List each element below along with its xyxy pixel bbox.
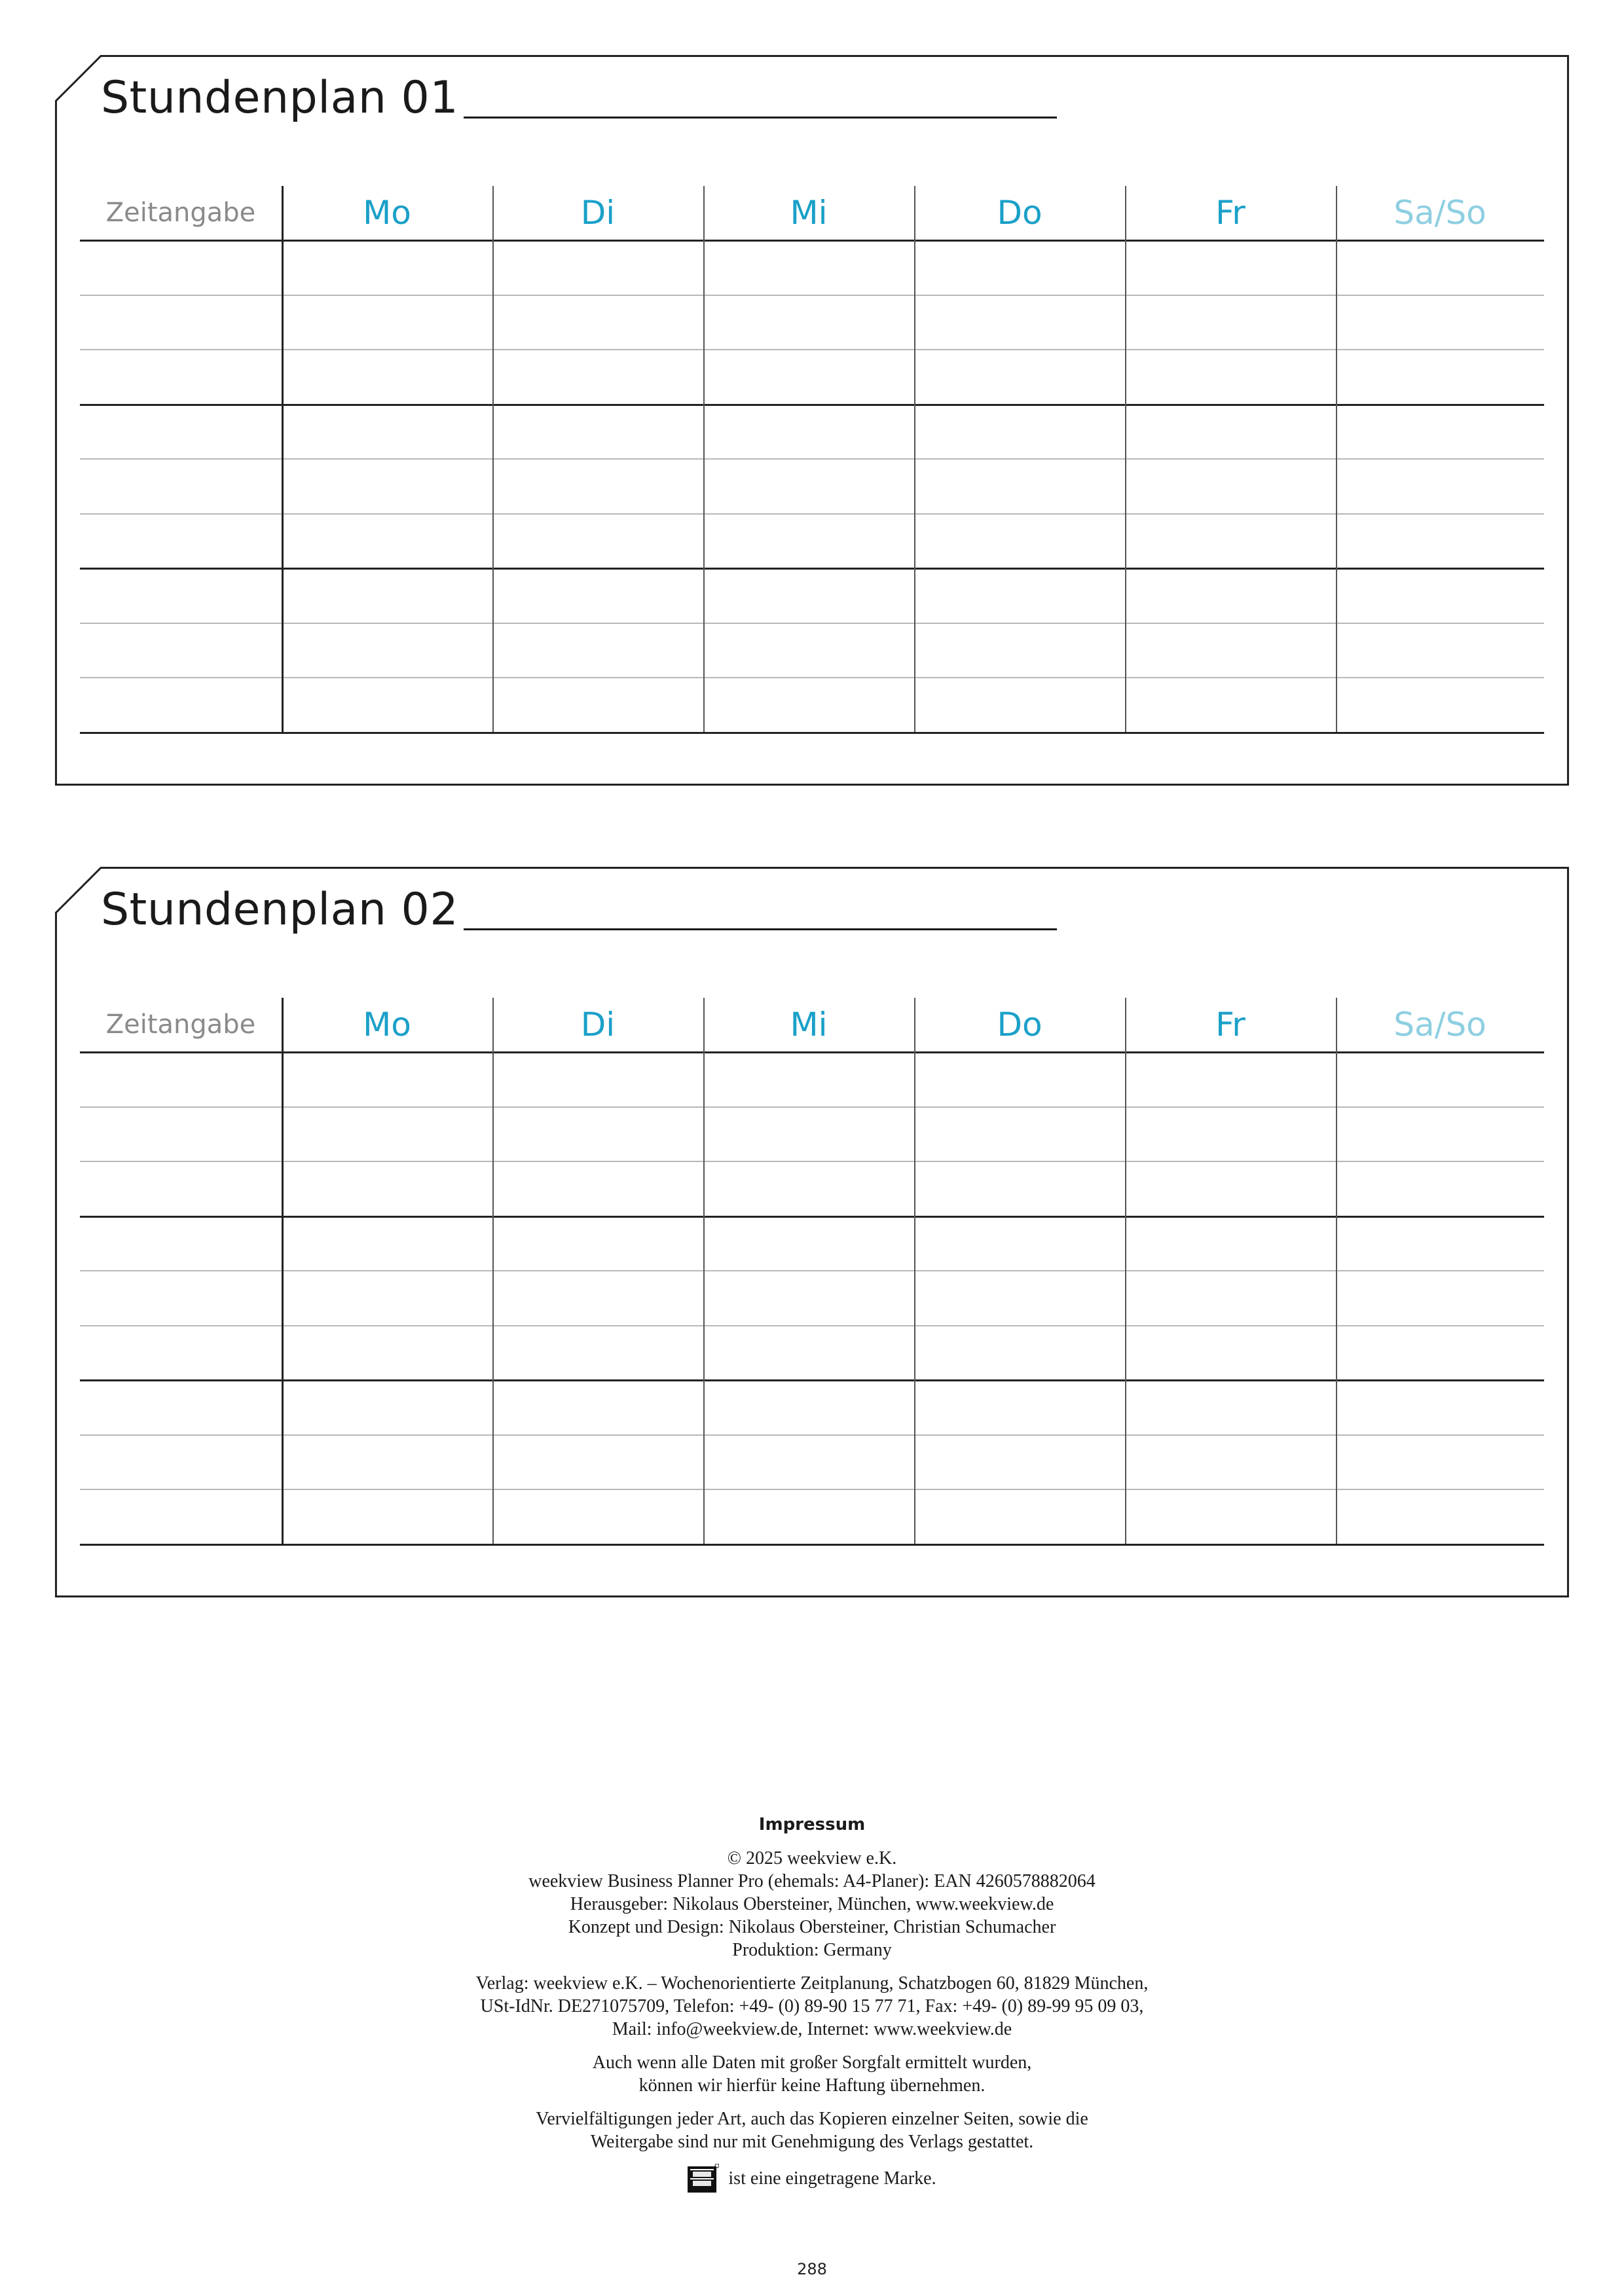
imprint-line: weekview Business Planner Pro (ehemals: A4-Planer): EAN 4260578882064 [528,1871,1096,1891]
imprint-block-publisher [0,1847,1624,1961]
column-rule [282,186,284,732]
timetable-grid [80,186,1544,732]
row-rule [80,1216,1544,1218]
column-rule [282,998,284,1544]
column-header-di: Di [580,1006,616,1044]
column-rule [1336,998,1337,1544]
column-rule [492,998,494,1544]
title-write-line[interactable] [464,117,1057,118]
column-header-do: Do [997,1006,1043,1044]
row-rule [80,1106,1544,1108]
row-rule [80,1434,1544,1436]
column-header-mi: Mi [790,194,828,232]
imprint-line: © 2025 weekview e.K. [727,1848,897,1868]
imprint-line: Verlag: weekview e.K. – Wochenorientierte Zeitplanung, Schatzbogen 60, 81829 München, [475,1973,1149,1994]
imprint-line: Weitergabe sind nur mit Genehmigung des Verlags gestattet. [590,2132,1034,2152]
column-rule [703,998,705,1544]
column-header-sa-so: Sa/So [1393,1006,1486,1044]
imprint-line: Vervielfältigungen jeder Art, auch das Kopieren einzelner Seiten, sowie die [536,2109,1088,2129]
column-rule [914,998,915,1544]
imprint-line: Produktion: Germany [732,1940,892,1960]
title-write-line[interactable] [464,928,1057,930]
row-rule [80,404,1544,406]
plan-title: Stundenplan 01 [101,72,459,124]
row-rule [80,513,1544,515]
row-rule [80,623,1544,624]
column-header-mi: Mi [790,1006,828,1044]
header-rule [80,1051,1544,1053]
row-rule [80,349,1544,350]
row-rule [80,1489,1544,1490]
row-rule [80,1379,1544,1381]
timetable-grid [80,998,1544,1544]
imprint-block-disclaimer [0,2051,1624,2097]
column-header-fr: Fr [1215,194,1246,232]
row-rule [80,1270,1544,1271]
timetable-02 [55,867,1569,1597]
row-rule [80,1325,1544,1326]
column-header-time: Zeitangabe [105,1010,256,1040]
column-rule [492,186,494,732]
trademark-text: ist eine eingetragene Marke. [728,2168,936,2189]
column-header-do: Do [997,194,1043,232]
column-rule [703,186,705,732]
timetable-01 [55,55,1569,786]
column-header-mo: Mo [363,1006,411,1044]
trademark-line [0,2164,1624,2193]
page-number: 288 [797,2260,827,2278]
column-rule [1336,186,1337,732]
plan-title: Stundenplan 02 [101,884,459,936]
row-rule [80,295,1544,296]
column-header-fr: Fr [1215,1006,1246,1044]
row-rule [80,458,1544,460]
row-rule [80,732,1544,734]
weekview-logo-icon [688,2164,719,2193]
imprint-line: Herausgeber: Nikolaus Obersteiner, München, www.weekview.de [570,1894,1054,1914]
row-rule [80,1544,1544,1546]
imprint-heading: Impressum [758,1815,866,1834]
imprint-block-contact [0,1972,1624,2041]
imprint-block-copyright [0,2107,1624,2153]
column-rule [1125,998,1126,1544]
imprint-line: USt-IdNr. DE271075709, Telefon: +49- (0) 89-90 15 77 71, Fax: +49- (0) 89-99 95 09 03, [480,1996,1144,2016]
column-rule [1125,186,1126,732]
column-rule [914,186,915,732]
row-rule [80,677,1544,678]
column-header-time: Zeitangabe [105,198,256,228]
row-rule [80,1161,1544,1162]
row-rule [80,568,1544,570]
imprint-line: Mail: info@weekview.de, Internet: www.weekview.de [612,2019,1012,2039]
column-header-di: Di [580,194,616,232]
column-header-sa-so: Sa/So [1393,194,1486,232]
imprint [0,1813,1624,2193]
header-rule [80,240,1544,242]
imprint-line: Auch wenn alle Daten mit großer Sorgfalt ermittelt wurden, [592,2052,1032,2073]
imprint-line: können wir hierfür keine Haftung übernehmen. [638,2075,986,2096]
imprint-line: Konzept und Design: Nikolaus Obersteiner, Christian Schumacher [568,1917,1056,1937]
column-header-mo: Mo [363,194,411,232]
